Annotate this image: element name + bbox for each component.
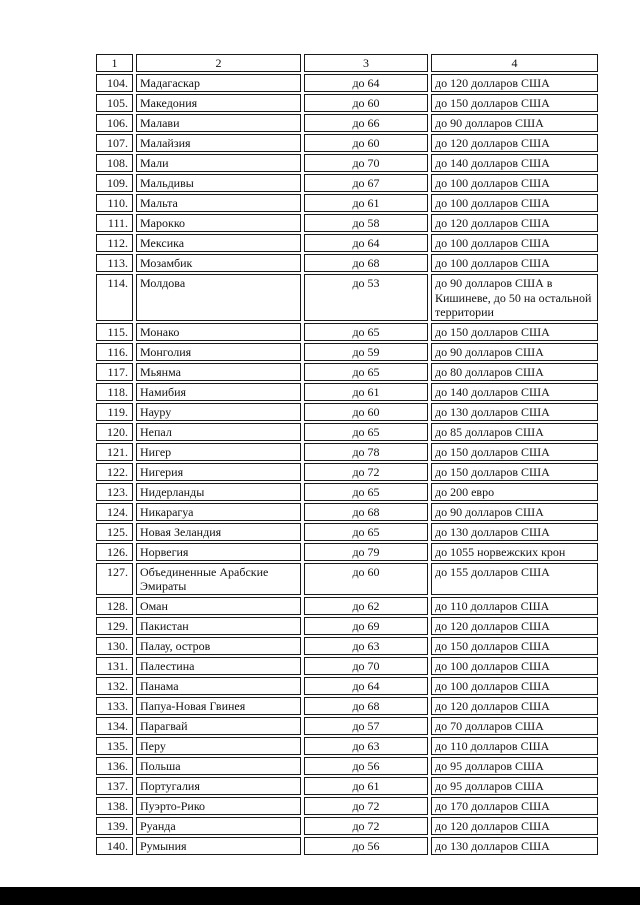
row-number-cell: 121.: [96, 443, 133, 461]
amount-cell: до 100 долларов США: [431, 234, 598, 252]
amount-cell: до 140 долларов США: [431, 154, 598, 172]
amount-cell: до 150 долларов США: [431, 463, 598, 481]
table-row: [96, 777, 598, 795]
country-cell: Македония: [136, 94, 301, 112]
limit-cell: до 79: [304, 543, 428, 561]
amount-cell: до 120 долларов США: [431, 817, 598, 835]
country-cell: Науру: [136, 403, 301, 421]
country-cell: Палау, остров: [136, 637, 301, 655]
allowance-table: [93, 52, 601, 857]
table-row: [96, 597, 598, 615]
country-cell: Польша: [136, 757, 301, 775]
header-cell-number: 1: [96, 54, 133, 72]
country-cell: Малави: [136, 114, 301, 132]
row-number-cell: 130.: [96, 637, 133, 655]
limit-cell: до 62: [304, 597, 428, 615]
country-cell: Марокко: [136, 214, 301, 232]
country-cell: Руанда: [136, 817, 301, 835]
row-number-cell: 135.: [96, 737, 133, 755]
table-row: [96, 717, 598, 735]
limit-cell: до 60: [304, 403, 428, 421]
amount-cell: до 100 долларов США: [431, 194, 598, 212]
country-cell: Панама: [136, 677, 301, 695]
row-number-cell: 113.: [96, 254, 133, 272]
row-number-cell: 137.: [96, 777, 133, 795]
limit-cell: до 64: [304, 677, 428, 695]
limit-cell: до 68: [304, 503, 428, 521]
amount-cell: до 120 долларов США: [431, 214, 598, 232]
country-cell: Мексика: [136, 234, 301, 252]
table-row: [96, 617, 598, 635]
table-row: [96, 657, 598, 675]
country-cell: Мальта: [136, 194, 301, 212]
table-row: [96, 677, 598, 695]
limit-cell: до 61: [304, 777, 428, 795]
country-cell: Малайзия: [136, 134, 301, 152]
row-number-cell: 119.: [96, 403, 133, 421]
country-cell: Перу: [136, 737, 301, 755]
table-row: [96, 817, 598, 835]
country-cell: Пуэрто-Рико: [136, 797, 301, 815]
row-number-cell: 125.: [96, 523, 133, 541]
country-cell: Палестина: [136, 657, 301, 675]
amount-cell: до 120 долларов США: [431, 617, 598, 635]
amount-cell: до 90 долларов США: [431, 343, 598, 361]
table-row: [96, 837, 598, 855]
header-cell-country: 2: [136, 54, 301, 72]
limit-cell: до 66: [304, 114, 428, 132]
row-number-cell: 129.: [96, 617, 133, 635]
row-number-cell: 127.: [96, 563, 133, 595]
table-row: [96, 363, 598, 381]
limit-cell: до 72: [304, 797, 428, 815]
row-number-cell: 133.: [96, 697, 133, 715]
country-cell: Объединенные Арабские Эмираты: [136, 563, 301, 595]
amount-cell: до 120 долларов США: [431, 74, 598, 92]
country-cell: Нидерланды: [136, 483, 301, 501]
header-cell-amount: 4: [431, 54, 598, 72]
row-number-cell: 139.: [96, 817, 133, 835]
limit-cell: до 63: [304, 637, 428, 655]
amount-cell: до 85 долларов США: [431, 423, 598, 441]
table-row: [96, 383, 598, 401]
limit-cell: до 78: [304, 443, 428, 461]
row-number-cell: 118.: [96, 383, 133, 401]
table-row: [96, 637, 598, 655]
country-cell: Мозамбик: [136, 254, 301, 272]
row-number-cell: 122.: [96, 463, 133, 481]
amount-cell: до 95 долларов США: [431, 757, 598, 775]
table-row: [96, 114, 598, 132]
amount-cell: до 90 долларов США в Кишиневе, до 50 на остальной территории: [431, 274, 598, 321]
country-cell: Оман: [136, 597, 301, 615]
country-cell: Монако: [136, 323, 301, 341]
amount-cell: до 80 долларов США: [431, 363, 598, 381]
country-cell: Молдова: [136, 274, 301, 321]
table-row: [96, 523, 598, 541]
scan-bottom-edge: [0, 887, 640, 905]
amount-cell: до 150 долларов США: [431, 637, 598, 655]
country-cell: Мьянма: [136, 363, 301, 381]
row-number-cell: 109.: [96, 174, 133, 192]
limit-cell: до 53: [304, 274, 428, 321]
table-row: [96, 343, 598, 361]
limit-cell: до 60: [304, 134, 428, 152]
table-row: [96, 154, 598, 172]
country-cell: Папуа-Новая Гвинея: [136, 697, 301, 715]
limit-cell: до 59: [304, 343, 428, 361]
row-number-cell: 106.: [96, 114, 133, 132]
country-cell: Монголия: [136, 343, 301, 361]
row-number-cell: 131.: [96, 657, 133, 675]
table-row: [96, 563, 598, 595]
limit-cell: до 68: [304, 254, 428, 272]
country-cell: Непал: [136, 423, 301, 441]
limit-cell: до 58: [304, 214, 428, 232]
country-cell: Норвегия: [136, 543, 301, 561]
amount-cell: до 130 долларов США: [431, 523, 598, 541]
table-row: [96, 274, 598, 321]
limit-cell: до 65: [304, 483, 428, 501]
country-cell: Парагвай: [136, 717, 301, 735]
limit-cell: до 69: [304, 617, 428, 635]
limit-cell: до 65: [304, 423, 428, 441]
row-number-cell: 138.: [96, 797, 133, 815]
country-cell: Нигерия: [136, 463, 301, 481]
table-row: [96, 323, 598, 341]
row-number-cell: 134.: [96, 717, 133, 735]
table-row: [96, 443, 598, 461]
limit-cell: до 72: [304, 817, 428, 835]
limit-cell: до 64: [304, 74, 428, 92]
row-number-cell: 111.: [96, 214, 133, 232]
limit-cell: до 61: [304, 383, 428, 401]
limit-cell: до 67: [304, 174, 428, 192]
amount-cell: до 70 долларов США: [431, 717, 598, 735]
amount-cell: до 100 долларов США: [431, 677, 598, 695]
table-row: [96, 757, 598, 775]
amount-cell: до 150 долларов США: [431, 323, 598, 341]
table-row: [96, 74, 598, 92]
row-number-cell: 116.: [96, 343, 133, 361]
country-cell: Нигер: [136, 443, 301, 461]
table-row: [96, 194, 598, 212]
amount-cell: до 130 долларов США: [431, 403, 598, 421]
amount-cell: до 130 долларов США: [431, 837, 598, 855]
amount-cell: до 90 долларов США: [431, 503, 598, 521]
row-number-cell: 128.: [96, 597, 133, 615]
country-cell: Пакистан: [136, 617, 301, 635]
table-row: [96, 214, 598, 232]
table-row: [96, 483, 598, 501]
limit-cell: до 65: [304, 363, 428, 381]
amount-cell: до 120 долларов США: [431, 134, 598, 152]
row-number-cell: 124.: [96, 503, 133, 521]
table-row: [96, 737, 598, 755]
row-number-cell: 107.: [96, 134, 133, 152]
table-row: [96, 423, 598, 441]
limit-cell: до 60: [304, 94, 428, 112]
amount-cell: до 120 долларов США: [431, 697, 598, 715]
limit-cell: до 57: [304, 717, 428, 735]
row-number-cell: 132.: [96, 677, 133, 695]
amount-cell: до 140 долларов США: [431, 383, 598, 401]
limit-cell: до 56: [304, 757, 428, 775]
country-cell: Мадагаскар: [136, 74, 301, 92]
table-row: [96, 403, 598, 421]
limit-cell: до 70: [304, 657, 428, 675]
table-row: [96, 174, 598, 192]
amount-cell: до 100 долларов США: [431, 254, 598, 272]
row-number-cell: 114.: [96, 274, 133, 321]
limit-cell: до 56: [304, 837, 428, 855]
row-number-cell: 120.: [96, 423, 133, 441]
row-number-cell: 123.: [96, 483, 133, 501]
country-cell: Намибия: [136, 383, 301, 401]
table-body: [96, 54, 598, 855]
country-cell: Португалия: [136, 777, 301, 795]
limit-cell: до 72: [304, 463, 428, 481]
table-header-row: [96, 54, 598, 72]
row-number-cell: 117.: [96, 363, 133, 381]
row-number-cell: 110.: [96, 194, 133, 212]
limit-cell: до 70: [304, 154, 428, 172]
table-row: [96, 234, 598, 252]
limit-cell: до 65: [304, 323, 428, 341]
country-cell: Новая Зеландия: [136, 523, 301, 541]
amount-cell: до 95 долларов США: [431, 777, 598, 795]
row-number-cell: 140.: [96, 837, 133, 855]
amount-cell: до 110 долларов США: [431, 597, 598, 615]
limit-cell: до 65: [304, 523, 428, 541]
row-number-cell: 108.: [96, 154, 133, 172]
amount-cell: до 170 долларов США: [431, 797, 598, 815]
table-row: [96, 94, 598, 112]
table-row: [96, 503, 598, 521]
table-row: [96, 543, 598, 561]
amount-cell: до 155 долларов США: [431, 563, 598, 595]
table-row: [96, 797, 598, 815]
amount-cell: до 100 долларов США: [431, 174, 598, 192]
row-number-cell: 112.: [96, 234, 133, 252]
table-row: [96, 463, 598, 481]
table-row: [96, 254, 598, 272]
row-number-cell: 105.: [96, 94, 133, 112]
table-row: [96, 134, 598, 152]
amount-cell: до 110 долларов США: [431, 737, 598, 755]
amount-cell: до 150 долларов США: [431, 443, 598, 461]
limit-cell: до 68: [304, 697, 428, 715]
country-cell: Мальдивы: [136, 174, 301, 192]
country-cell: Никарагуа: [136, 503, 301, 521]
row-number-cell: 136.: [96, 757, 133, 775]
country-cell: Румыния: [136, 837, 301, 855]
limit-cell: до 61: [304, 194, 428, 212]
amount-cell: до 100 долларов США: [431, 657, 598, 675]
limit-cell: до 63: [304, 737, 428, 755]
table-row: [96, 697, 598, 715]
amount-cell: до 1055 норвежских крон: [431, 543, 598, 561]
amount-cell: до 90 долларов США: [431, 114, 598, 132]
country-cell: Мали: [136, 154, 301, 172]
row-number-cell: 104.: [96, 74, 133, 92]
row-number-cell: 126.: [96, 543, 133, 561]
row-number-cell: 115.: [96, 323, 133, 341]
limit-cell: до 60: [304, 563, 428, 595]
amount-cell: до 200 евро: [431, 483, 598, 501]
header-cell-limit: 3: [304, 54, 428, 72]
amount-cell: до 150 долларов США: [431, 94, 598, 112]
limit-cell: до 64: [304, 234, 428, 252]
